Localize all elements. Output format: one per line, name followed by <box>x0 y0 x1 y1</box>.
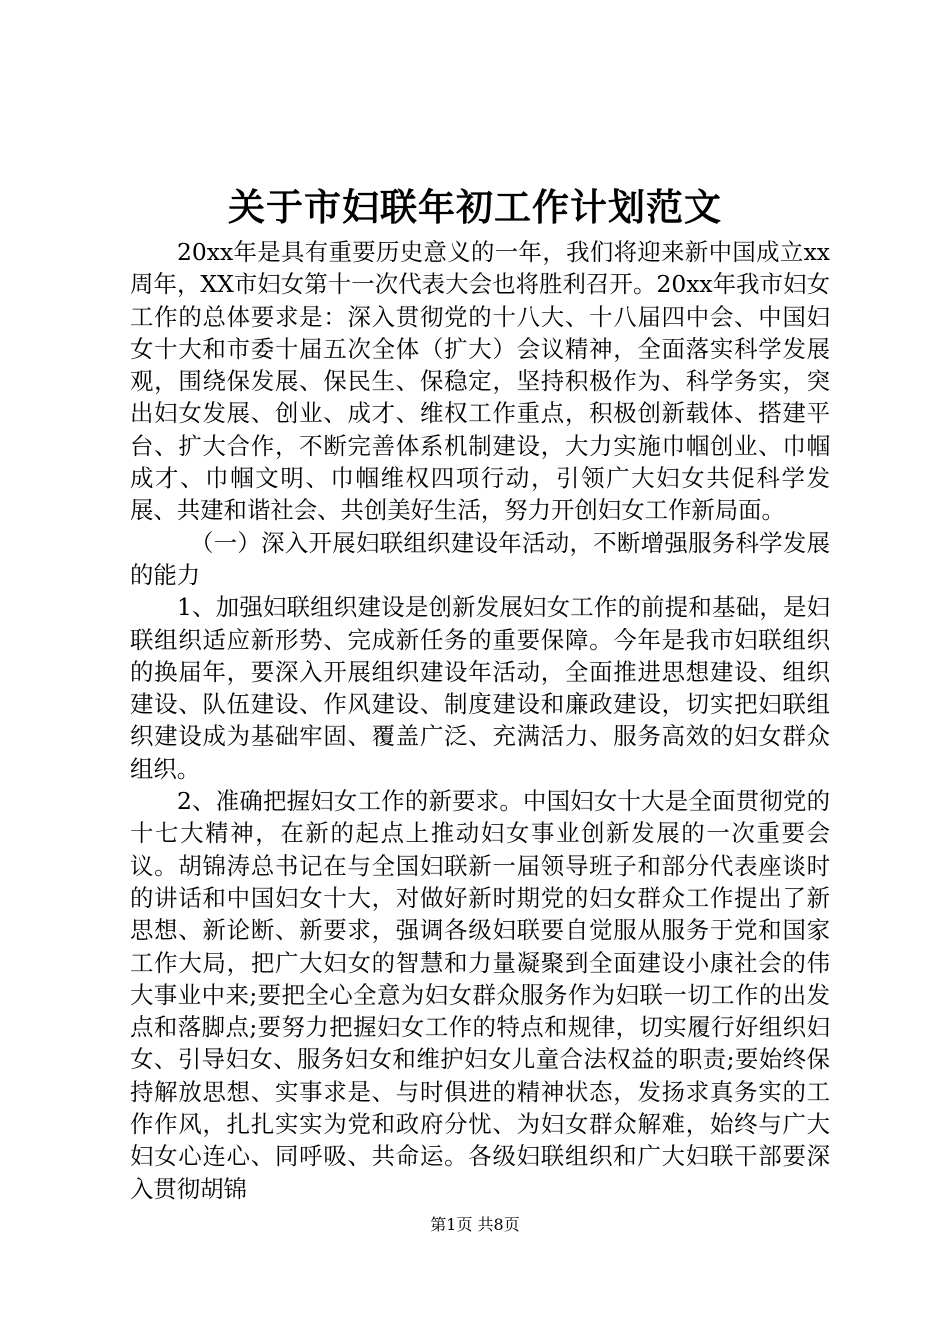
page-footer: 第1页 共8页 <box>430 1215 520 1234</box>
document-body <box>130 236 830 1205</box>
paragraph-item-2: 2、准确把握妇女工作的新要求。中国妇女十大是全面贯彻党的十七大精神，在新的起点上推动妇女事业创新发展的一次重要会议。胡锦涛总书记在与全国妇联新一届领导班子和部分代表座谈时的讲话和中国妇女十大，对做好新时期党的妇女群众工作提出了新思想、新论断、新要求，强调各级妇联要自觉服从服务于党和国家工作大局，把广大妇女的智慧和力量凝聚到全面建设小康社会的伟大事业中来;要把全心全意为妇女群众服务作为妇联一切工作的出发点和落脚点;要努力把握妇女工作的特点和规律，切实履行好组织妇女、引导妇女、服务妇女和维护妇女儿童合法权益的职责;要始终保持解放思想、实事求是、与时俱进的精神状态，发扬求真务实的工作作风，扎扎实实为党和政府分忧、为妇女群众解难，始终与广大妇女心连心、同呼吸、共命运。各级妇联组织和广大妇联干部要深入贯彻胡锦 <box>130 787 830 1203</box>
paragraph-item-1: 1、加强妇联组织建设是创新发展妇女工作的前提和基础，是妇联组织适应新形势、完成新任务的重要保障。今年是我市妇联组织的换届年，要深入开展组织建设年活动，全面推进思想建设、组织建设、队伍建设、作风建设、制度建设和廉政建设，切实把妇联组织建设成为基础牢固、覆盖广泛、充满活力、服务高效的妇女群众组织。 <box>130 593 830 783</box>
document-title: 关于市妇联年初工作计划范文 <box>228 185 722 229</box>
paragraph-intro: 20xx年是具有重要历史意义的一年，我们将迎来新中国成立xx周年，XX市妇女第十一次代表大会也将胜利召开。20xx年我市妇女工作的总体要求是：深入贯彻党的十八大、十八届四中会、中国妇女十大和市委十届五次全体（扩大）会议精神，全面落实科学发展观，围绕保发展、保民生、保稳定，坚持积极作为、科学务实，突出妇女发展、创业、成才、维权工作重点，积极创新载体、搭建平台、扩大合作，不断完善体系机制建设，大力实施巾帼创业、巾帼成才、巾帼文明、巾帼维权四项行动，引领广大妇女共促科学发展、共建和谐社会、共创美好生活，努力开创妇女工作新局面。 <box>130 238 830 525</box>
section-heading-1: （一）深入开展妇联组织建设年活动，不断增强服务科学发展的能力 <box>130 528 830 589</box>
